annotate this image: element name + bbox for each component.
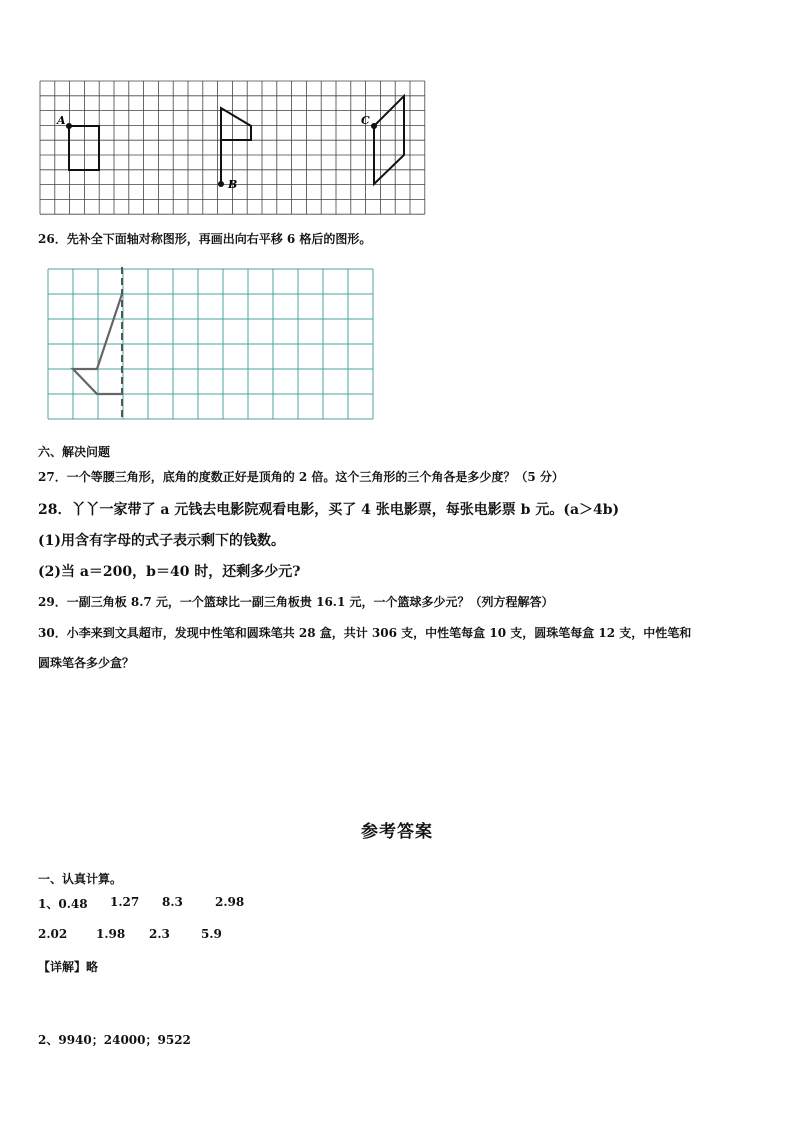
answer-2: 2、9940；24000；9522 (38, 1033, 191, 1047)
label-c: C (361, 114, 370, 127)
answer-value: 0.48 (58, 897, 88, 911)
question-28-sub1: (1)用含有字母的式子表示剩下的钱数。 (38, 533, 285, 549)
answer-value: 1.27 (110, 895, 140, 909)
answer-value: 8.3 (162, 895, 183, 909)
answer-value: 2.02 (38, 927, 68, 941)
section-6-heading: 六、解决问题 (38, 445, 111, 459)
label-a: A (57, 114, 66, 127)
question-27: 27．一个等腰三角形，底角的度数正好是顶角的 2 倍。这个三角形的三个角各是多少度？（5 分） (38, 470, 564, 484)
point-c (371, 123, 377, 129)
answers-title: 参考答案 (361, 822, 433, 842)
label-b: B (228, 178, 238, 191)
question-30-line2: 圆珠笔各多少盒？ (38, 656, 135, 670)
answer-detail: 【详解】略 (38, 960, 99, 974)
answer-1-label: 1、 (38, 897, 59, 911)
question-29: 29．一副三角板 8.7 元，一个篮球比一副三角板贵 16.1 元，一个篮球多少元？（列方程解答） (38, 595, 554, 609)
question-30-line1: 30．小李来到文具超市，发现中性笔和圆珠笔共 28 盒，共计 306 支，中性笔每盒 10 支，圆珠笔每盒 12 支，中性笔和 (38, 626, 692, 640)
point-a (66, 123, 72, 129)
q26-grid-figure (44, 265, 376, 425)
shape-b-flag (221, 108, 251, 184)
answer-value: 5.9 (201, 927, 222, 941)
answer-1-row-1 (38, 895, 88, 912)
top-grid-figure (37, 78, 437, 220)
answer-value: 2.98 (215, 895, 245, 909)
answers-section-1: 一、认真计算。 (38, 872, 123, 886)
answer-value: 1.98 (96, 927, 126, 941)
point-b (218, 181, 224, 187)
question-28: 28．丫丫一家带了 a 元钱去电影院观看电影，买了 4 张电影票，每张电影票 b 元。(a＞4b) (38, 502, 620, 518)
question-26: 26．先补全下面轴对称图形，再画出向右平移 6 格后的图形。 (38, 232, 372, 246)
answer-value: 2.3 (149, 927, 170, 941)
question-28-sub2: (2)当 a＝200，b＝40 时，还剩多少元? (38, 564, 301, 580)
